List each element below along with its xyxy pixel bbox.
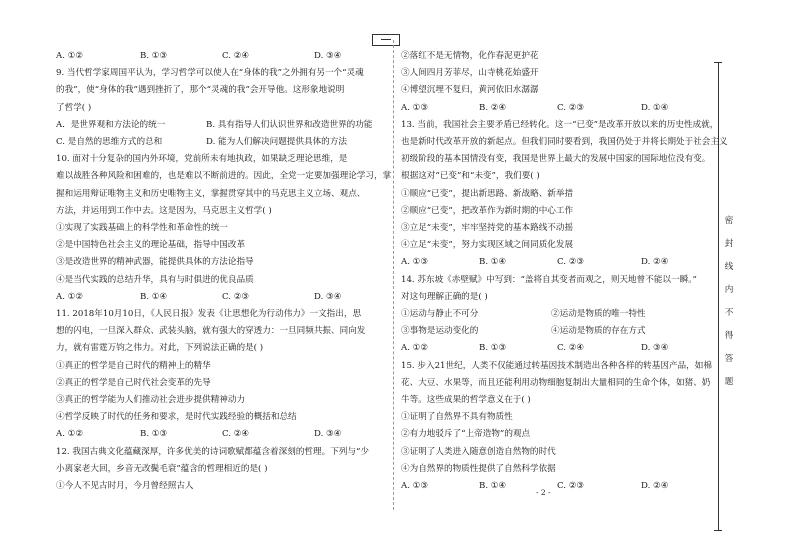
answer-option: A. ①② <box>56 429 84 440</box>
text-line: 也是新时代改革开放的新起点。但我们同时要看到，我国仍处于并将长期处于社会主义 <box>401 137 728 148</box>
text-line: 9. 当代哲学家周国平认为，学习哲学可以使人在“身体的我”之外拥有另一个“灵魂 <box>56 68 364 79</box>
text-line: 12. 我国古典文化蕴藏深厚，许多优美的诗词歌赋都蕴含着深刻的哲理。下列与“少 <box>56 446 369 457</box>
answer-option: B. ①④ <box>479 481 507 492</box>
answer-option: C. ②③ <box>557 257 585 268</box>
answer-options <box>56 289 386 306</box>
answer-option: B. ①③ <box>479 343 507 354</box>
text-line: ③人间四月芳菲尽，山寺桃花始盛开 <box>401 68 539 79</box>
seal-char: 题 <box>724 377 734 387</box>
text-line: ④哲学反映了时代的任务和要求，是时代实践经验的概括和总结 <box>56 412 297 423</box>
answer-option: D. ③④ <box>314 429 342 440</box>
text-line: ①真正的哲学是自己时代的精神上的精华 <box>56 360 211 371</box>
text-line: 14. 苏东坡《赤壁赋》中写到：“盖将自其变者而观之，则天地曾不能以一瞬。” <box>401 274 697 285</box>
text-line: ②顺应“已变”，把改革作为新时期的中心工作 <box>401 205 574 216</box>
answer-options <box>401 100 697 117</box>
statement-option: ②运动是物质的唯一特性 <box>551 309 646 320</box>
statement-option: ③事物是运动变化的 <box>401 326 479 337</box>
answer-option: A. ①③ <box>401 257 429 268</box>
answer-option: C. ②③ <box>557 481 585 492</box>
answer-option: A. ①② <box>401 343 429 354</box>
statement-pair <box>56 117 386 134</box>
left-column <box>56 48 392 495</box>
text-line: 小离家老大回，乡音无改鬓毛衰”蕴含的哲理相近的是( ) <box>56 463 268 474</box>
text-line: ①实现了实践基础上的科学性和革命性的统一 <box>56 223 228 234</box>
seal-tick-top <box>714 62 722 63</box>
text-line: 对这句理解正确的是( ) <box>401 291 488 302</box>
answer-option: A. ①② <box>56 291 84 302</box>
answer-option: A. ①② <box>56 51 84 61</box>
text-line: ③立足“未变”，牢牢坚持党的基本路线不动摇 <box>401 223 574 234</box>
answer-options <box>56 426 386 443</box>
right-column <box>401 48 728 495</box>
answer-option: D. ②④ <box>641 257 669 268</box>
text-line: 13. 当前，我国社会主要矛盾已经转化。这一“已变”是改革开放以来的历史性成就， <box>401 119 719 130</box>
seal-line <box>718 62 719 530</box>
text-line: ④博望沉埋不复归，黄河依旧水潺潺 <box>401 85 539 96</box>
seal-char: 内 <box>724 285 734 295</box>
text-line: 花、大豆、水果等，而且还能利用动物细胞复制出大量相同的生命个体，如猪、奶 <box>401 377 711 388</box>
answer-option: C. ②④ <box>222 51 250 61</box>
statement-option: ①运动与静止不可分 <box>401 309 479 320</box>
text-line: 握和运用辩证唯物主义和历史唯物主义，掌握贯穿其中的马克思主义立场、观点、 <box>56 188 366 199</box>
text-line: 11. 2018年10月10日，《人民日报》发表《让思想化为行动伟力》一文指出，思 <box>56 309 362 320</box>
text-line: 想的闪电，一旦深入群众、武装头脑，就有强大的穿透力：一旦同频共振、同向发 <box>56 326 366 337</box>
text-line: 15. 步入21世纪，人类不仅能通过转基因技术制造出各种各样的转基因产品，如棉 <box>401 360 712 371</box>
seal-char: 答 <box>724 354 734 364</box>
text-line: 初级阶段的基本国情没有变，我国是世界上最大的发展中国家的国际地位没有变。 <box>401 154 711 165</box>
answer-option: D. ①④ <box>641 102 669 113</box>
statement-pair <box>401 306 697 323</box>
seal-text <box>722 210 736 394</box>
seal-char: 得 <box>724 331 734 341</box>
seal-char: 密 <box>724 216 734 226</box>
statement-option: A．是世界观和方法论的统一 <box>56 119 166 130</box>
seal-char: 封 <box>724 239 734 249</box>
answer-option: B. ①③ <box>140 429 168 440</box>
text-line: 力，就有雷霆万钧之伟力。对此，下列说法正确的是( ) <box>56 343 264 354</box>
text-line: ②有力地驳斥了“上帝造物”的观点 <box>401 429 531 440</box>
answer-option: C. ②③ <box>222 291 250 302</box>
text-line: ③证明了人类进入随意创造自然物的时代 <box>401 446 556 457</box>
statement-option: D. 能为人们解决问题提供具体的方法 <box>206 137 347 148</box>
answer-option: C. ②④ <box>222 429 250 440</box>
answer-option: D. ②④ <box>641 481 669 492</box>
text-line: ②真正的哲学是自己时代社会变革的先导 <box>56 377 211 388</box>
statement-option: ④运动是物质的存在方式 <box>551 326 646 337</box>
answer-options <box>401 340 697 357</box>
answer-option: B. ①③ <box>140 51 168 61</box>
text-line: ④立足“未变”，努力实现区域之间同质化发展 <box>401 240 574 251</box>
statement-pair <box>401 323 697 340</box>
answer-option: A. ①③ <box>401 102 429 113</box>
answer-option: B. ①④ <box>479 257 507 268</box>
answer-options <box>56 48 386 65</box>
text-line: ②是中国特色社会主义的理论基础，指导中国改革 <box>56 240 246 251</box>
answer-options <box>401 254 697 271</box>
text-line: 难以战胜各种风险和困难的，也是难以不断前进的。因此，全党一定要加强理论学习，掌 <box>56 171 392 182</box>
text-line: ③真正的哲学能为人们推动社会进步提供精神动力 <box>56 395 246 406</box>
text-line: 的我”，使“身体的我”遇到挫折了，那个“灵魂的我”会开导他。这形象地说明 <box>56 85 345 96</box>
answer-option: D. ③④ <box>314 51 342 61</box>
seal-tick-bottom <box>714 530 722 531</box>
text-line: 根据这对“已变”和“未变”，我们要( ) <box>401 171 540 182</box>
seal-char: 线 <box>724 262 734 272</box>
answer-option: B. ①④ <box>140 291 168 302</box>
column-divider <box>393 40 394 510</box>
text-line: ①证明了自然界不具有物质性 <box>401 412 513 423</box>
text-line: ①顺应“已变”，提出新思路、新战略、新举措 <box>401 188 574 199</box>
answer-option: A. ①③ <box>401 481 429 492</box>
answer-option: C. ②③ <box>557 102 585 113</box>
seal-char: 不 <box>724 308 734 318</box>
answer-option: D. ③④ <box>314 291 342 302</box>
text-line: ③是改造世界的精神武器，能提供具体的方法论指导 <box>56 257 254 268</box>
text-line: 牛等。这些成果的哲学意义在于( ) <box>401 395 531 406</box>
text-line: ②落红不是无情物，化作春泥更护花 <box>401 51 539 61</box>
answer-option: D. ③④ <box>641 343 669 354</box>
answer-option: C. ②④ <box>557 343 585 354</box>
statement-option: B. 具有指导人们认识世界和改造世界的功能 <box>206 119 373 130</box>
text-line: 了哲学( ) <box>56 102 92 113</box>
page-number: - 2 - <box>536 488 551 497</box>
text-line: 方法，并运用到工作中去。这是因为，马克思主义哲学( ) <box>56 205 272 216</box>
text-line: 10. 面对十分复杂的国内外环境，党前所未有地执政，如果缺乏理论思维，是 <box>56 154 348 165</box>
answer-option: B. ②④ <box>479 102 507 113</box>
text-line: ①今人不见古时月，今月曾经照古人 <box>56 481 194 492</box>
header-box-icon <box>372 34 400 46</box>
statement-option: C. 是自然的思维方式的总和 <box>56 137 163 148</box>
statement-pair <box>56 134 386 151</box>
text-line: ④是当代实践的总结升华，具有与时俱进的优良品质 <box>56 274 254 285</box>
text-line: ④为自然界的物质性提供了自然科学依据 <box>401 463 556 474</box>
